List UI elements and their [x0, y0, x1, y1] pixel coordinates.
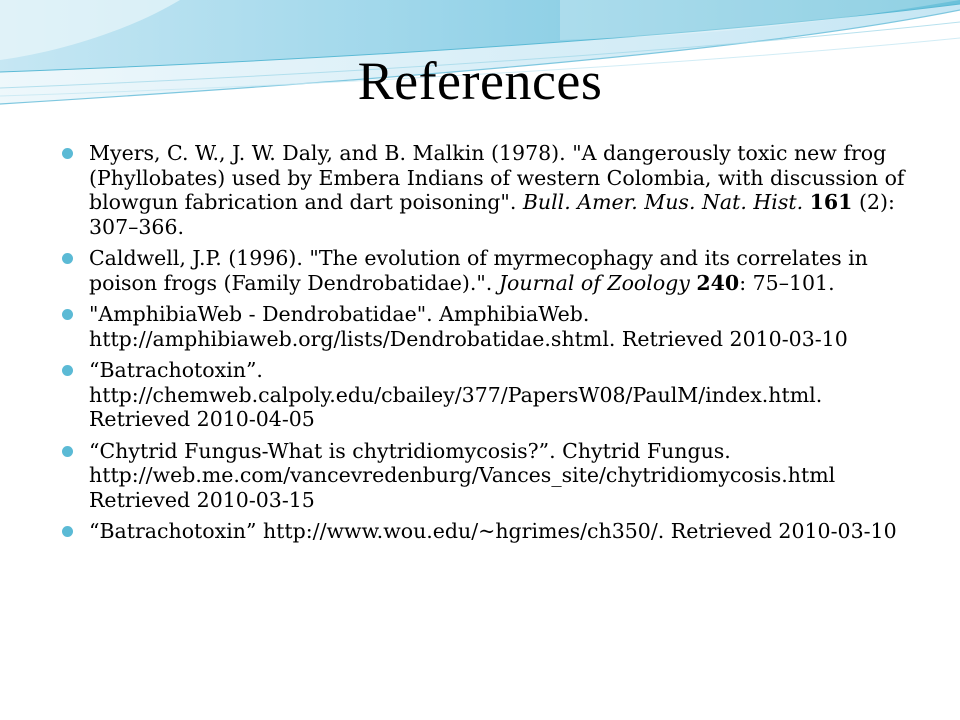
bullet-icon — [62, 446, 73, 457]
reference-item — [62, 141, 912, 239]
reference-text: Caldwell, J.P. (1996). "The evolution of myrmecophagy and its correlates in poison frogs (Family Dendrobatidae).". — [89, 246, 868, 295]
slide-title: References — [357, 51, 603, 111]
reference-item — [62, 302, 912, 351]
reference-text: 161 — [809, 190, 853, 214]
reference-text: Journal of Zoology — [498, 270, 690, 295]
reference-text: Bull. Amer. Mus. Nat. Hist. — [522, 190, 804, 214]
bullet-icon — [62, 148, 73, 159]
reference-list — [62, 141, 912, 551]
bullet-icon — [62, 365, 73, 376]
reference-text: "AmphibiaWeb - Dendrobatidae". AmphibiaWeb. http://amphibiaweb.org/lists/Dendrobatidae.shtml. Retrieved 2010-03-10 — [89, 302, 848, 351]
reference-text: : 75–101. — [739, 270, 835, 295]
reference-text: “Chytrid Fungus-What is chytridiomycosis?”. Chytrid Fungus. http://web.me.com/vancevredenburg/Vances_site/chytridiomycosis.html Retrieved 2010-03-15 — [89, 438, 836, 512]
reference-item — [62, 519, 912, 544]
reference-text: “Batrachotoxin” http://www.wou.edu/~hgrimes/ch350/. Retrieved 2010-03-10 — [89, 519, 897, 543]
reference-text: Myers, C. W., J. W. Daly, and B. Malkin (1978). "A dangerously toxic new frog (Phyllobates) used by Embera Indians of western Colombia, with discussion of blowgun fabrication and dart poisoning". — [89, 141, 905, 214]
bullet-icon — [62, 309, 73, 320]
bullet-icon — [62, 253, 73, 264]
reference-item — [62, 439, 912, 513]
bullet-icon — [62, 526, 73, 537]
reference-text: 240 — [696, 270, 740, 295]
reference-item — [62, 358, 912, 432]
reference-text: “Batrachotoxin”. http://chemweb.calpoly.edu/cbailey/377/PapersW08/PaulM/index.html. Retrieved 2010-04-05 — [89, 358, 823, 431]
reference-text: (2): 307–366. — [89, 190, 895, 239]
reference-item — [62, 246, 912, 295]
